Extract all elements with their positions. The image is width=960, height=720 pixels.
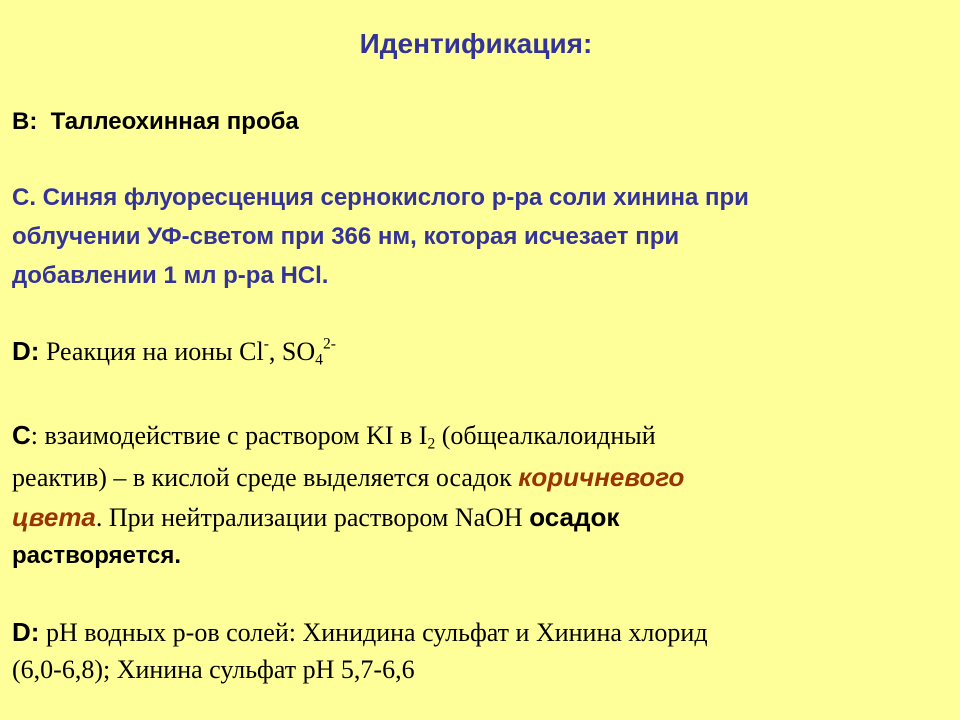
section-d1-label: D: <box>12 336 40 366</box>
section-b <box>12 108 299 136</box>
section-c1-line3: добавлении 1 мл р-ра HCl. <box>12 262 329 289</box>
color-highlight: цвета <box>12 502 96 532</box>
section-c2-line4: растворяется. <box>12 542 182 569</box>
section-d2-text: pH водных р-ов солей: Хинидина сульфат и Хинина хлорид <box>39 618 708 647</box>
iodine-subscript: 2 <box>427 435 436 453</box>
section-d2-line1 <box>12 617 708 648</box>
sulfate-subscript: 4 <box>315 351 323 369</box>
section-c2-label: C <box>12 420 31 450</box>
section-c2-line2-text: реактив) – в кислой среде выделяется осадок <box>12 463 519 492</box>
section-c1-line1: С. Синяя флуоресценция сернокислого р-ра соли хинина при <box>12 184 749 211</box>
page-title: Идентификация: <box>359 28 593 59</box>
sulfate-charge: 2- <box>322 335 336 353</box>
section-c1-line2: облучении УФ-светом при 366 нм, которая исчезает при <box>12 223 680 250</box>
section-d2-label: D: <box>12 617 40 647</box>
section-d2-line2: (6,0-6,8); Хинина сульфат pH 5,7-6,6 <box>12 655 415 684</box>
section-c2-text: : взаимодействие с раствором KI в I <box>30 421 428 450</box>
section-d1 <box>12 336 336 367</box>
precipitate-bold: осадок <box>529 502 620 532</box>
section-c2-line2 <box>12 462 684 493</box>
brown-color-highlight: коричневого <box>518 462 685 492</box>
section-c2-line1 <box>12 420 656 451</box>
section-c2-line3-text: . При нейтрализации раствором NaOH <box>95 503 530 532</box>
section-d1-text: Реакция на ионы Cl <box>39 337 264 366</box>
section-c2-line3 <box>12 502 619 533</box>
section-d1-text2: , SO <box>268 337 316 366</box>
section-b-label: В: <box>12 108 38 135</box>
section-c2-line1-end: (общеалкалоидный <box>435 421 656 450</box>
section-b-text: Таллеохинная проба <box>50 108 299 135</box>
chloride-charge: - <box>263 335 269 353</box>
